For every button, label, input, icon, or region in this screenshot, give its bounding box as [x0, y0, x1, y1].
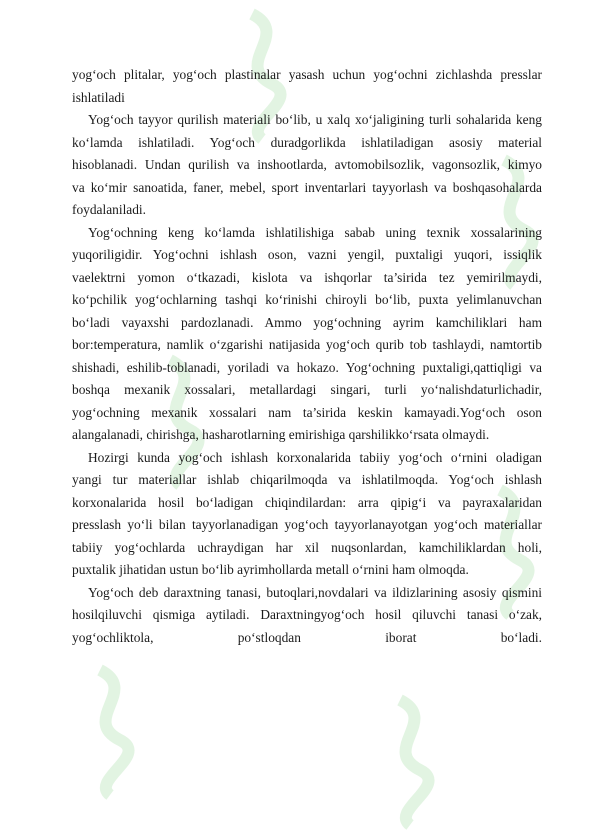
- text-line: Yog‘och tayyor qurilish materiali bo‘lib, u xalq xo‘jaligining turli sohalarida keng: [88, 112, 542, 127]
- text-line: yog‘ochliktola, po‘stloqdan iborat bo‘ladi.: [72, 629, 542, 645]
- document-body: [72, 64, 542, 649]
- text-line: Yog‘ochning keng ko‘lamda ishlatilishiga sabab uning texnik xossalarining: [88, 224, 542, 240]
- text-line: Yog‘och deb daraxtning tanasi, butoqlari,novdalari va ildizlarining asosiy qismini: [88, 584, 542, 600]
- text-line: vaelektrni yomon o‘tkazadi, kislota va ishqorlar ta’sirida tez yemirilmaydi,: [72, 269, 542, 285]
- text-line: ishlatiladi: [72, 89, 125, 105]
- text-line: ko‘pchilik yog‘ochlarning tashqi ko‘rinishi chiroyli bo‘lib, puxta yelimlanuvchan: [72, 292, 542, 307]
- text-line: hosilqiluvchi qismiga aytiladi. Daraxtningyog‘och hosil qiluvchi tanasi o‘zak,: [72, 607, 542, 622]
- text-line: ko‘lamda ishlatiladi. Yog‘och duradgorlikda ishlatiladigan asosiy material: [72, 134, 542, 150]
- text-line: puxtalik jihatidan ustun bo‘lib ayrimhollarda metall o‘rnini ham olmoqda.: [72, 562, 469, 577]
- text-line: bor:temperatura, namlik o‘zgarishi natijasida yog‘och qurib tob tashlaydi, namtortib: [72, 337, 542, 352]
- watermark-logo-icon: [70, 660, 150, 800]
- text-line: presslash yo‘li bilan tayyorlanadigan yog‘och tayyorlanayotgan yog‘och materiallar: [72, 517, 542, 532]
- watermark-logo-icon: [370, 690, 450, 830]
- text-line: hisoblanadi. Undan qurilish va inshootlarda, avtomobilsozlik, vagonsozlik, kimyo: [72, 157, 542, 172]
- text-line: yog‘och plitalar, yog‘och plastinalar yasash uchun yog‘ochni zichlashda presslar: [72, 67, 542, 82]
- text-line: boshqa mexanik xossalari, metallardagi singari, turli yo‘nalishdaturlichadir,: [72, 382, 542, 397]
- text-line: bo‘ladi vayaxshi pardozlanadi. Ammo yog‘ochning ayrim kamchiliklari ham: [72, 314, 542, 330]
- text-line: alangalanadi, chirishga, hasharotlarning emirishiga qarshilikko‘rsata olmaydi.: [72, 427, 490, 442]
- text-line: Hozirgi kunda yog‘och ishlash korxonalarida tabiiy yog‘och o‘rnini oladigan: [88, 449, 542, 465]
- text-line: va ko‘mir sanoatida, faner, mebel, sport inventarlari tayyorlash va boshqasohalarda: [72, 179, 542, 195]
- text-line: yog‘ochning mexanik xossalari nam ta’sirida keskin kamayadi.Yog‘och oson: [72, 404, 542, 420]
- text-line: yangi tur materiallar ishlab chiqarilmoqda va ishlatilmoqda. Yog‘och ishlash: [72, 472, 542, 487]
- text-line: korxonalarida hosil bo‘ladigan chiqindilardan: arra qipig‘i va payraxalaridan: [72, 494, 542, 510]
- text-line: shishadi, eshilib-toblanadi, yoriladi va hokazo. Yog‘ochning puxtaligi,qattiqligi va: [72, 359, 542, 375]
- text-line: tabiiy yog‘ochlarda uchraydigan har xil nuqsonlardan, kamchiliklardan holi,: [72, 539, 542, 555]
- text-line: yuqoriligidir. Yog‘ochni ishlash oson, vazni yengil, puxtaligi yuqori, issiqlik: [72, 247, 542, 262]
- text-line: foydalaniladi.: [72, 202, 146, 217]
